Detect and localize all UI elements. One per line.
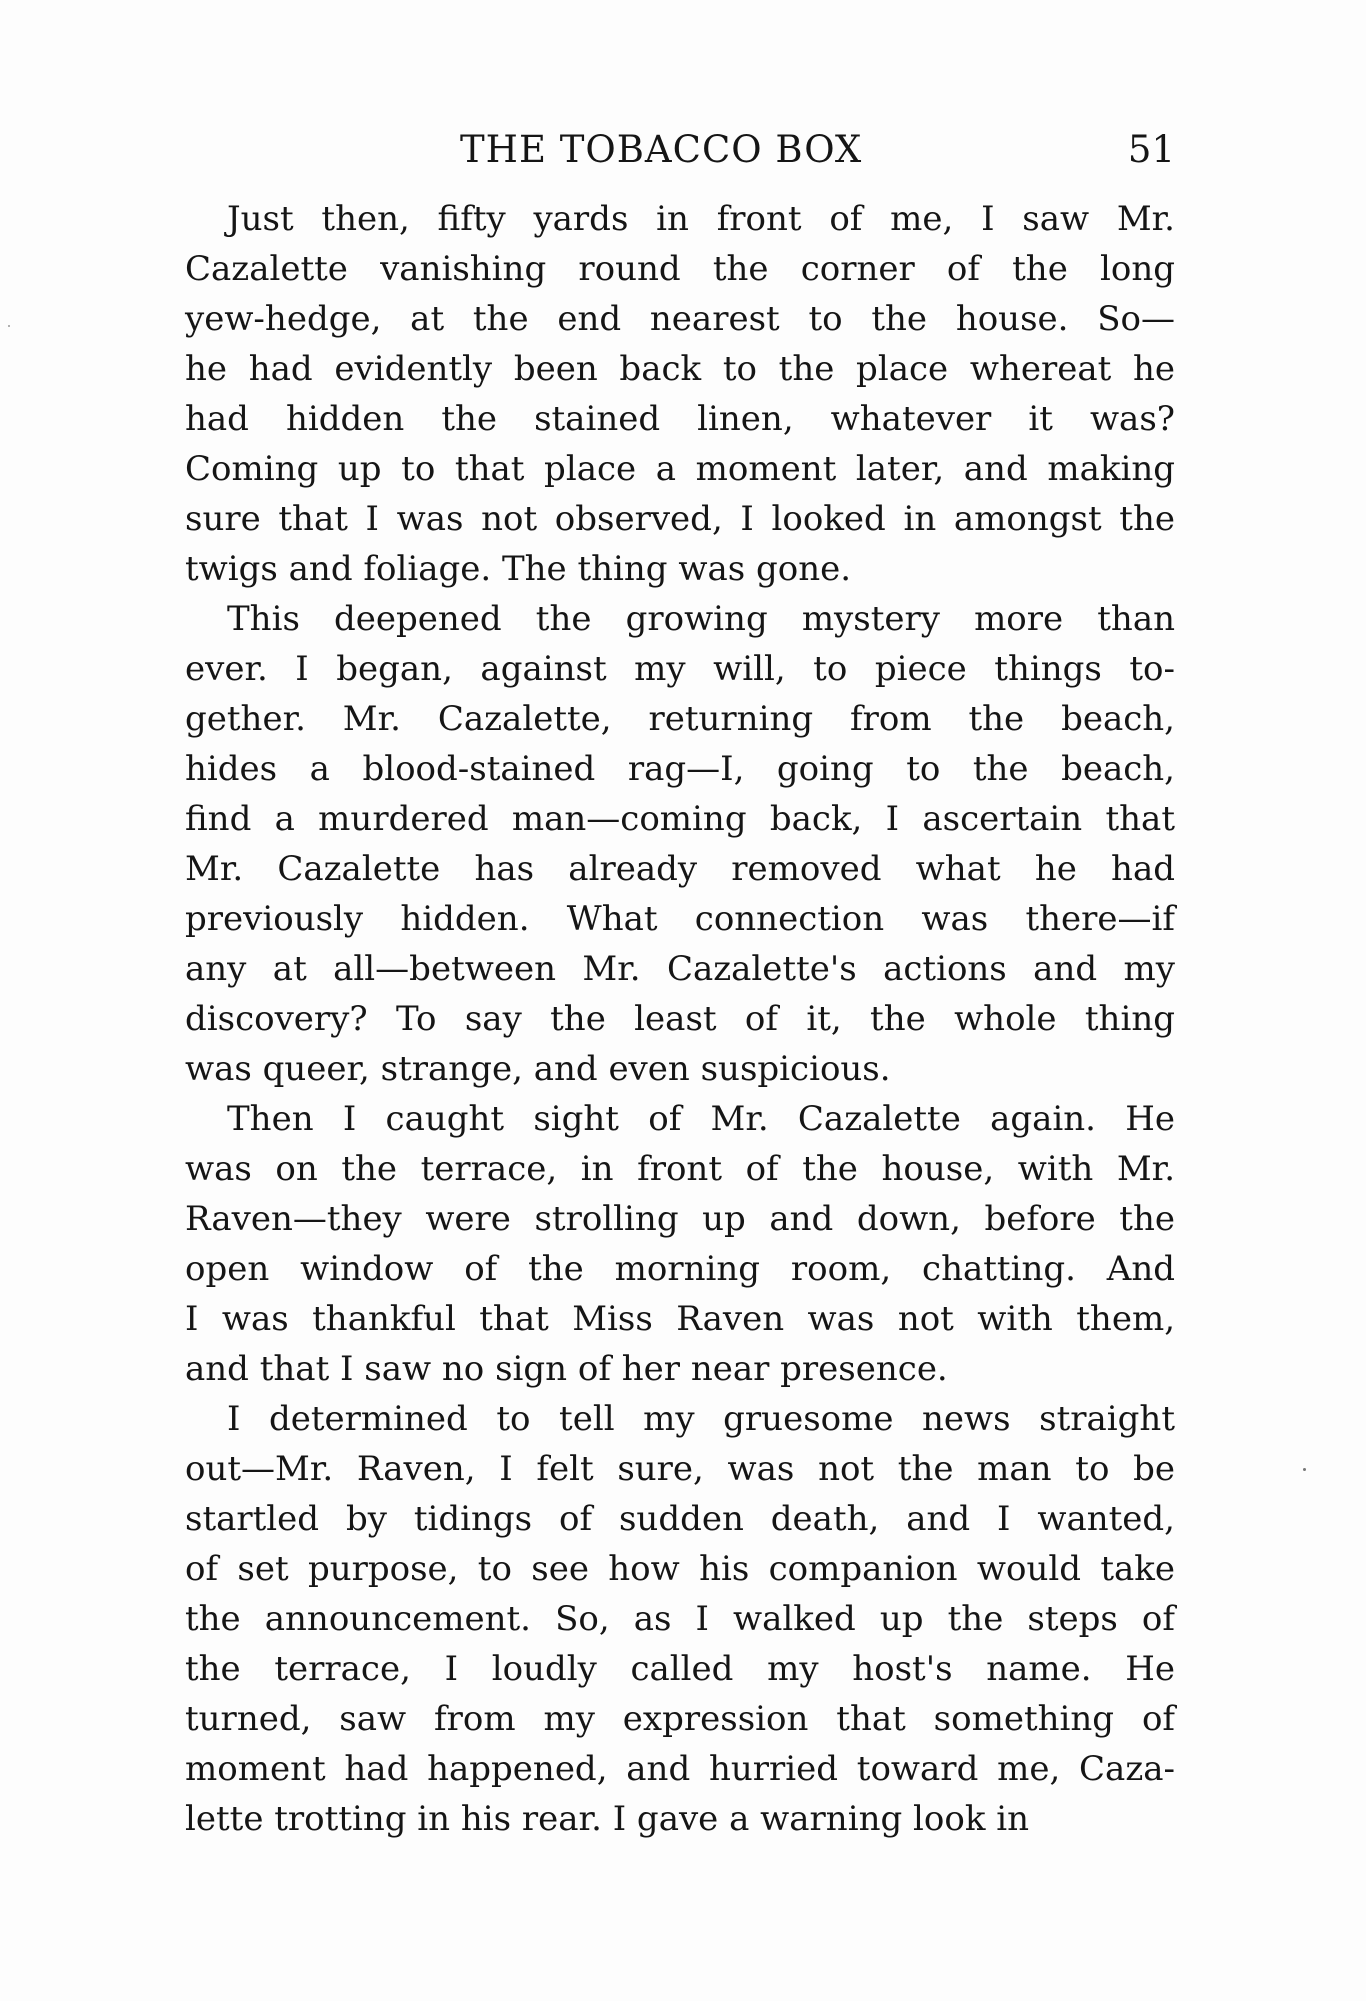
text-line: yew-hedge, at the end nearest to the house. So— xyxy=(185,299,1175,339)
text-line: Cazalette vanishing round the corner of the long xyxy=(185,249,1175,289)
text-line: Then I caught sight of Mr. Cazalette again. He xyxy=(227,1099,1175,1139)
text-line: any at all—between Mr. Cazalette's actions and my xyxy=(185,949,1175,989)
text-line: lette trotting in his rear. I gave a warning look in xyxy=(185,1799,1030,1839)
text-line: the terrace, I loudly called my host's name. He xyxy=(185,1649,1175,1689)
text-line: Just then, fifty yards in front of me, I saw Mr. xyxy=(227,199,1175,239)
text-line: of set purpose, to see how his companion would take xyxy=(185,1549,1175,1589)
text-line: was queer, strange, and even suspicious. xyxy=(185,1049,891,1089)
text-line: moment had happened, and hurried toward me, Caza- xyxy=(185,1749,1175,1789)
text-line: startled by tidings of sudden death, and I wanted, xyxy=(185,1499,1175,1539)
page-number: 51 xyxy=(1127,128,1175,171)
text-line: ever. I began, against my will, to piece things to- xyxy=(185,649,1175,689)
text-line: Mr. Cazalette has already removed what he had xyxy=(185,849,1175,889)
paragraph xyxy=(185,594,1175,1094)
text-line: out—Mr. Raven, I felt sure, was not the man to be xyxy=(185,1449,1175,1489)
paragraph xyxy=(185,194,1175,594)
text-line: Coming up to that place a moment later, and making xyxy=(185,449,1175,489)
page-header xyxy=(185,128,1175,178)
text-line: he had evidently been back to the place whereat he xyxy=(185,349,1175,389)
edge-speck-mark xyxy=(8,325,10,327)
text-line: gether. Mr. Cazalette, returning from the beach, xyxy=(185,699,1175,739)
paragraph xyxy=(185,1094,1175,1394)
text-line: turned, saw from my expression that something of xyxy=(185,1699,1175,1739)
text-line: previously hidden. What connection was there—if xyxy=(185,899,1175,939)
text-line: This deepened the growing mystery more than xyxy=(227,599,1175,639)
text-line: Raven—they were strolling up and down, before the xyxy=(185,1199,1175,1239)
text-line: sure that I was not observed, I looked in amongst the xyxy=(185,499,1175,539)
text-line: I was thankful that Miss Raven was not with them, xyxy=(185,1299,1175,1339)
running-title: THE TOBACCO BOX xyxy=(460,128,863,171)
text-line: discovery? To say the least of it, the whole thing xyxy=(185,999,1175,1039)
text-line: was on the terrace, in front of the house, with Mr. xyxy=(185,1149,1175,1189)
text-line: and that I saw no sign of her near presence. xyxy=(185,1349,948,1389)
text-line: open window of the morning room, chatting. And xyxy=(185,1249,1175,1289)
paragraph xyxy=(185,1394,1175,1844)
text-line: find a murdered man—coming back, I ascertain that xyxy=(185,799,1175,839)
text-line: the announcement. So, as I walked up the steps of xyxy=(185,1599,1175,1639)
body-text xyxy=(185,194,1175,1844)
text-line: twigs and foliage. The thing was gone. xyxy=(185,549,852,589)
text-line: had hidden the stained linen, whatever it was? xyxy=(185,399,1175,439)
text-line: I determined to tell my gruesome news straight xyxy=(227,1399,1175,1439)
speck-mark xyxy=(1303,1468,1306,1471)
text-line: hides a blood-stained rag—I, going to the beach, xyxy=(185,749,1175,789)
